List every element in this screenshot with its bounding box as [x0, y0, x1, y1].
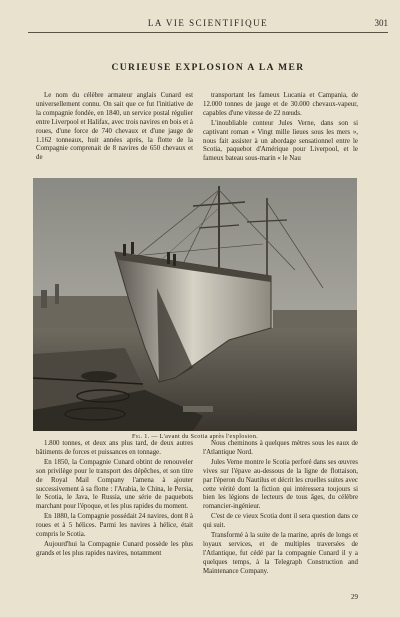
paragraph: C'est de ce vieux Scotia dont il sera question dans ce qui suit.	[203, 513, 358, 530]
ship-bow-image	[33, 178, 357, 431]
paragraph: En 1880, la Compagnie possédait 24 navires, dont 8 à roues et à 5 hélices. Parmi les navires à hélice, était compris le Scotia.	[36, 513, 193, 539]
paragraph: Jules Verne montre le Scotia perforé dans ses œuvres vives sur l'épave au-dessous de la ligne de flottaison, par l'éperon du Nautilus et décrit les cruelles suites avec cette vérité dont la fiction qui intéressera toujours si bien les légions de lecteurs de tous âges, du célèbre romancier-ingénieur.	[203, 458, 358, 511]
running-header	[28, 14, 388, 28]
page-number: 301	[374, 18, 388, 28]
article-title: CURIEUSE EXPLOSION A LA MER	[111, 63, 305, 73]
header-rule	[28, 32, 388, 33]
paragraph: Nous cheminons à quelques mètres sous les eaux de l'Atlantique Nord.	[203, 440, 358, 456]
paragraph: En 1850, la Compagnie Cunard obtint de renouveler son privilège pour le transport des dépêches, et son titre de Royal Mail Company l'amena à ajouter successivement à sa flotte : l'Arabia, le China, le Persia, le Scotia, le Java, le Russia, une série de paquebots marchant pour l'époque, et les plus rapides du moment.	[36, 458, 193, 511]
figure-caption	[33, 433, 357, 440]
column-left-top	[36, 92, 193, 163]
journal-title: LA VIE SCIENTIFIQUE	[147, 18, 269, 28]
column-right-bottom	[203, 440, 358, 577]
ship-photograph	[33, 178, 357, 431]
paragraph: Le nom du célèbre armateur anglais Cunard est universellement connu. On sait que ce fut l'initiative de la compagnie fondée, en 1840, un service postal régulier entre Liverpool et Halifax, avec trois navires en bois et à roues, d'une force de 740 chevaux et d'une jauge de 1.162 tonneaux, huit années après, la flotte de la Compagnie comprenait de 8 navires de 650 chevaux et de	[36, 92, 193, 162]
paragraph: L'inoubliable conteur Jules Verne, dans son si captivant roman « Vingt mille lieues sous les mers », nous fait assister à un abordage sensationnel entre le Scotia, paquebot d'Amérique pour Liverpool, et le fameux bateau sous-marin « le Nau	[203, 119, 358, 163]
paragraph: Aujourd'hui la Compagnie Cunard possède les plus grands et les plus rapides navires, notamment	[36, 540, 193, 557]
paragraph: Transformé à la suite de la marine, après de longs et loyaux services, et de multiples traversées de l'Atlantique, fut cédé par la compagnie Cunard il y a quelques temps, à la Telegraph Construction and Maintenance Company.	[203, 532, 358, 575]
figure-caption-text: — L'avant du Scotia après l'explosion.	[151, 433, 259, 440]
figure-label: Fig. 1.	[131, 433, 150, 440]
column-right-top	[203, 92, 358, 164]
paragraph: 1.800 tonnes, et deux ans plus tard, de deux autres bâtiments de forces et puissances en tonnage.	[36, 440, 193, 456]
paragraph: transportant les fameux Lucania et Campania, de 12.000 tonnes de jauge et de 30.000 chevaux-vapeur, capables d'une vitesse de 22 nœuds.	[203, 92, 358, 117]
column-left-bottom	[36, 440, 193, 559]
signature-number: 29	[351, 593, 358, 601]
